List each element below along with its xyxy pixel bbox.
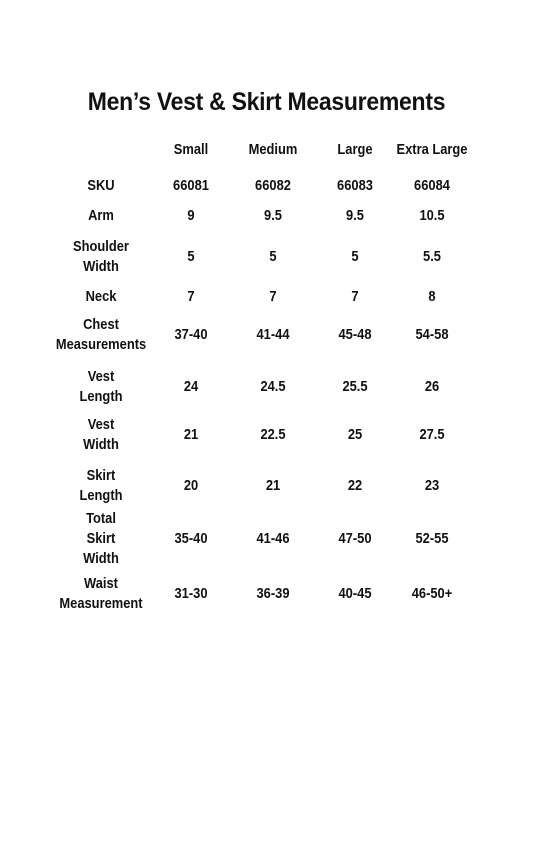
column-header: Medium xyxy=(248,141,298,158)
table-cell: 37-40 xyxy=(174,326,208,343)
row-label-line: Vest xyxy=(87,368,115,385)
table-cell: 5 xyxy=(269,248,277,265)
table-cell: 5.5 xyxy=(423,248,441,265)
table-cell: 47-50 xyxy=(338,530,372,547)
row-label xyxy=(59,574,142,614)
table-cell: 25 xyxy=(347,426,363,443)
table-cell: 9 xyxy=(187,207,195,224)
table-cell: 41-44 xyxy=(256,326,290,343)
table-cell: 9.5 xyxy=(346,207,364,224)
table-cell: 26 xyxy=(424,378,440,395)
row-label-line: Length xyxy=(79,388,123,405)
table-cell: 40-45 xyxy=(338,585,372,602)
row-label-line: Length xyxy=(79,487,123,504)
table-cell: 66083 xyxy=(337,177,373,194)
table-cell: 8 xyxy=(428,288,436,305)
table-cell: 21 xyxy=(265,477,281,494)
row-label xyxy=(86,287,117,307)
row-label xyxy=(87,176,114,196)
row-label-line: Arm xyxy=(88,207,114,224)
table-cell: 22.5 xyxy=(260,426,286,443)
row-label-line: Measurement xyxy=(59,595,143,612)
table-cell: 25.5 xyxy=(342,378,368,395)
row-label xyxy=(83,415,119,455)
table-cell: 27.5 xyxy=(419,426,445,443)
table-cell: 7 xyxy=(351,288,359,305)
row-label xyxy=(83,509,119,569)
row-label xyxy=(80,367,123,407)
table-cell: 5 xyxy=(351,248,359,265)
table-cell: 24.5 xyxy=(260,378,286,395)
row-label-line: Chest xyxy=(83,316,119,333)
table-cell: 23 xyxy=(424,477,440,494)
row-label xyxy=(56,315,146,355)
table-cell: 35-40 xyxy=(174,530,208,547)
row-label-line: Total xyxy=(86,510,116,527)
row-label-line: SKU xyxy=(87,177,115,194)
row-label-line: Width xyxy=(83,436,119,453)
table-cell: 66082 xyxy=(255,177,291,194)
table-cell: 54-58 xyxy=(415,326,449,343)
column-header: Extra Large xyxy=(396,141,468,158)
row-label xyxy=(80,466,123,506)
table-cell: 7 xyxy=(187,288,195,305)
table-cell: 24 xyxy=(183,378,199,395)
row-label-line: Shoulder xyxy=(73,238,129,255)
table-cell: 10.5 xyxy=(419,207,445,224)
row-label xyxy=(73,237,129,277)
table-cell: 41-46 xyxy=(256,530,290,547)
table-cell: 66084 xyxy=(414,177,450,194)
table-cell: 21 xyxy=(183,426,199,443)
row-label-line: Skirt xyxy=(86,467,116,484)
table-cell: 46-50+ xyxy=(411,585,453,602)
row-label xyxy=(88,206,114,226)
row-label-line: Neck xyxy=(85,288,117,305)
table-cell: 5 xyxy=(187,248,195,265)
table-cell: 22 xyxy=(347,477,363,494)
column-header: Large xyxy=(337,141,373,158)
row-label-line: Width xyxy=(83,258,119,275)
table-cell: 31-30 xyxy=(174,585,208,602)
table-cell: 45-48 xyxy=(338,326,372,343)
table-cell: 7 xyxy=(269,288,277,305)
column-header: Small xyxy=(173,141,209,158)
row-label-line: Skirt xyxy=(86,530,116,547)
row-label-line: Measurements xyxy=(55,336,147,353)
row-label-line: Vest xyxy=(87,416,115,433)
table-cell: 36-39 xyxy=(256,585,290,602)
table-cell: 9.5 xyxy=(264,207,282,224)
table-cell: 20 xyxy=(183,477,199,494)
table-cell: 66081 xyxy=(173,177,209,194)
row-label-line: Waist xyxy=(84,575,118,592)
table-cell: 52-55 xyxy=(415,530,449,547)
row-label-line: Width xyxy=(83,550,119,567)
page-title: Men’s Vest & Skirt Measurements xyxy=(87,88,446,116)
